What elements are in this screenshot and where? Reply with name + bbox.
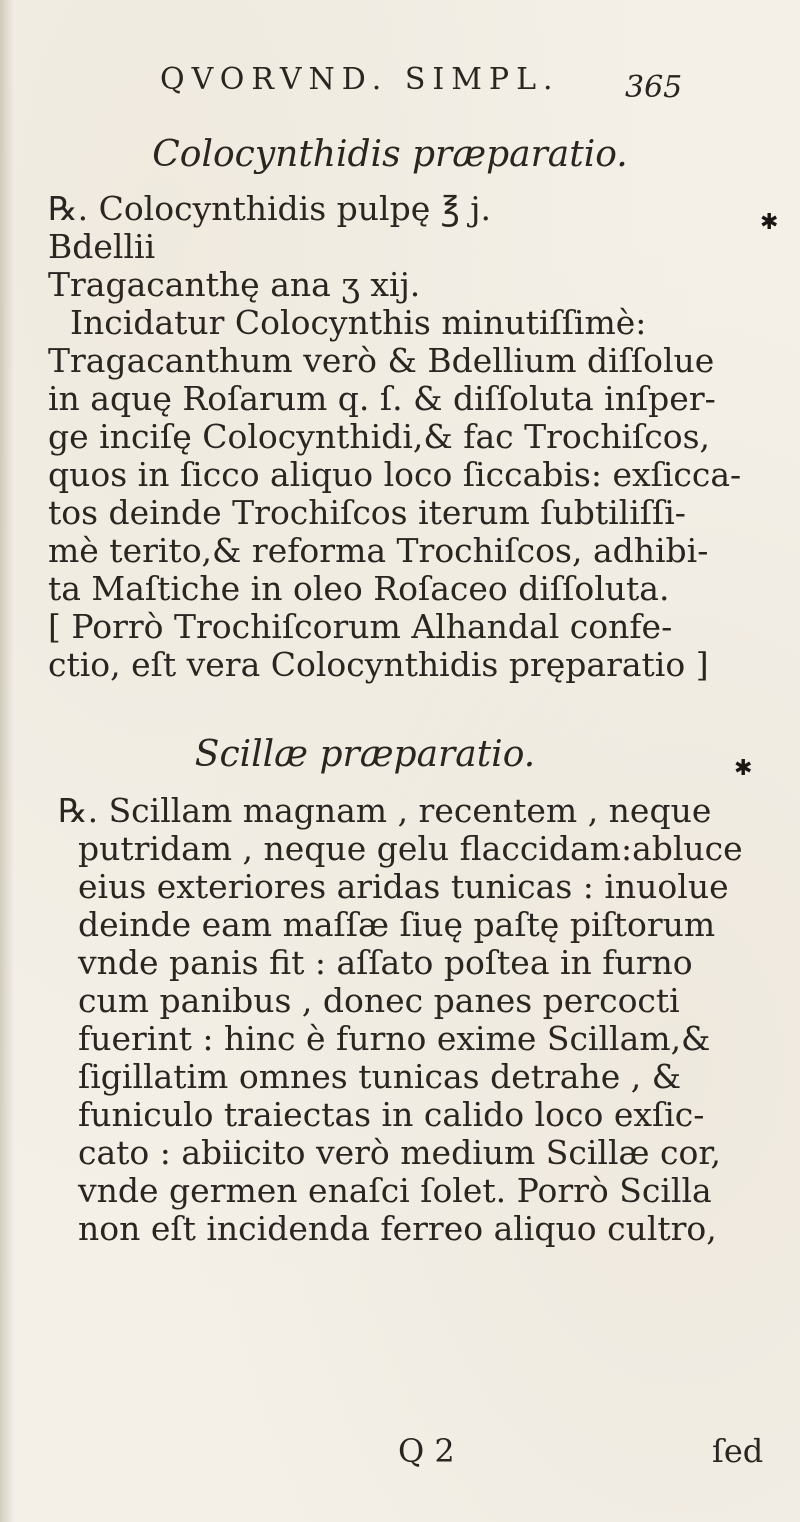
text-line: mè terito,& reforma Trochiſcos, adhibi- [48,532,709,570]
text-line: quos in ſicco aliquo loco ſiccabis: exſicca- [48,456,742,494]
text-line: putridam , neque gelu flaccidam:abluce [78,830,743,868]
section-heading-colocynthis: Colocynthidis præparatio. [152,134,628,175]
running-head: QVORVND. SIMPL. [160,62,560,97]
text-line: tos deinde Trochiſcos iterum ſubtiliſſi- [48,494,686,532]
catchword: ſed [712,1432,764,1470]
text-line: ℞. Scillam magnam , recentem , neque [58,792,712,830]
text-line: Tragacanthę ana ʒ xij. [48,266,421,304]
text-line: vnde germen enaſci ſolet. Porrò Scilla [78,1172,712,1210]
signature-mark: Q 2 [398,1432,455,1470]
section-body-scilla [48,792,768,1248]
text-line: fuerint : hinc è furno exime Scillam,& [78,1020,711,1058]
text-line: deinde eam maſſæ ſiuę paſtę piſtorum [78,906,716,944]
text-line: [ Porrò Trochiſcorum Alhandal confe- [48,608,673,646]
text-line: ge inciſę Colocynthidi,& fac Trochiſcos, [48,418,711,456]
section-body-colocynthis [48,190,768,684]
text-line: Tragacanthum verò & Bdellium diſſolue [48,342,715,380]
text-line: Incidatur Colocynthis minutiſſimè: [70,304,647,342]
text-line: ctio, eſt vera Colocynthidis pręparatio ] [48,646,709,684]
text-line: cum panibus , donec panes percocti [78,982,680,1020]
page-number: 365 [625,70,683,105]
text-line: funiculo traiectas in calido loco exſic- [78,1096,705,1134]
text-line: ta Maſtiche in oleo Roſaceo diſſoluta. [48,570,670,608]
text-line: Bdellii [48,228,156,266]
text-line: non eſt incidenda ferreo aliquo cultro, [78,1210,717,1248]
text-line: eius exteriores aridas tunicas : inuolue [78,868,729,906]
text-line: ℞. Colocynthidis pulpę ℥ j. [48,190,492,228]
text-line: ſigillatim omnes tunicas detrahe , & [78,1058,682,1096]
marginal-star-icon: ✱ [734,756,753,781]
marginal-star-icon: ✱ [760,210,779,235]
text-line: in aquę Roſarum q. ſ. & diſſoluta inſper- [48,380,716,418]
text-line: vnde panis fit : aſſato poſtea in furno [78,944,693,982]
section-heading-scilla: Scillæ præparatio. [194,734,536,775]
text-line: cato : abiicito verò medium Scillæ cor, [78,1134,722,1172]
